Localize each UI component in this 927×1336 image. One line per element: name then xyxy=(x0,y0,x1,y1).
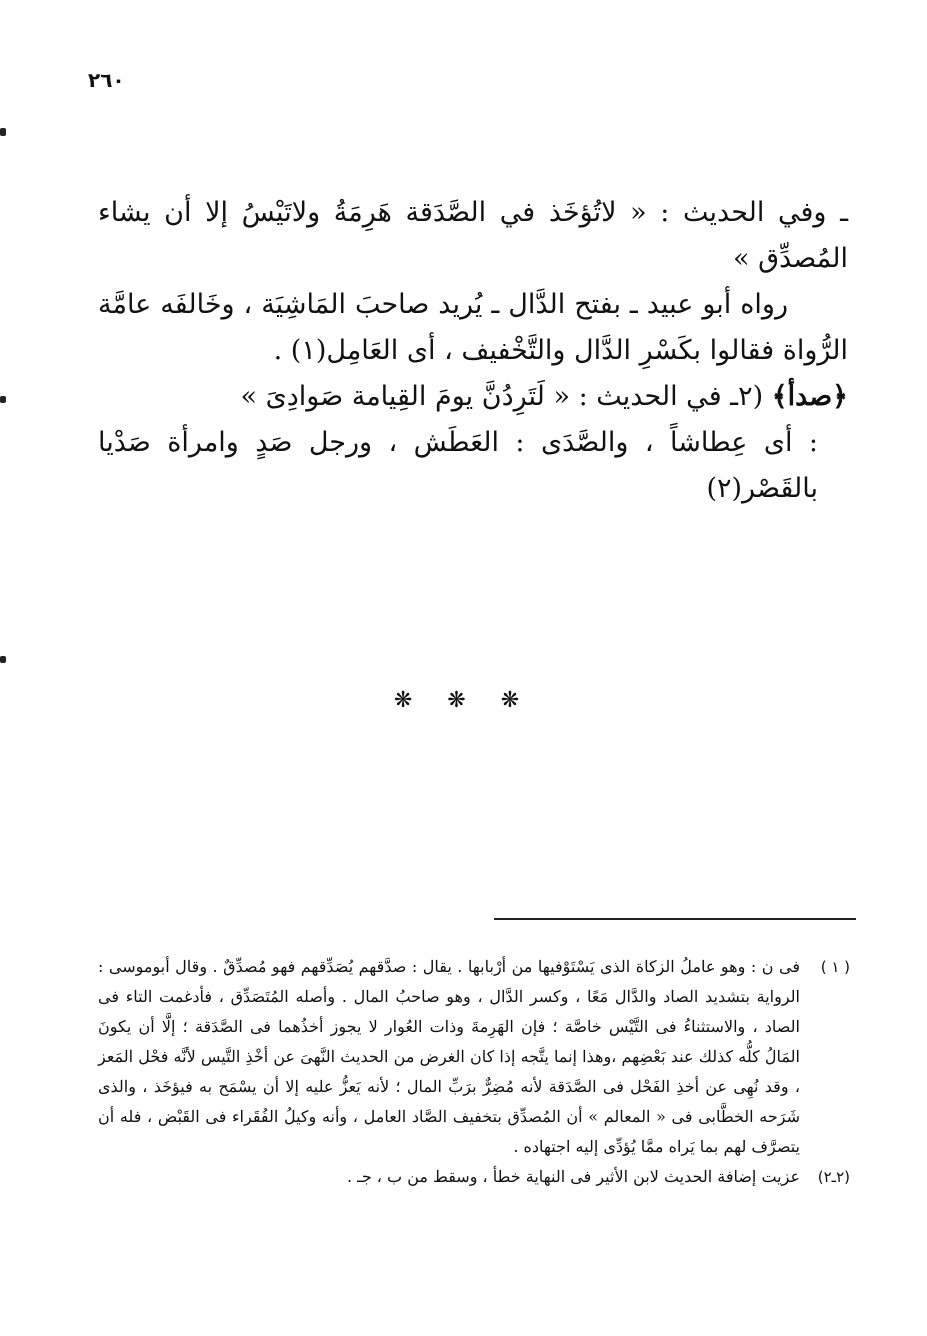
scan-edge-mark xyxy=(0,396,6,403)
footnote-text: عزيت إضافة الحديث لابن الأثير فى النهاية خطأ ، وسقط من ب ، جـ . xyxy=(346,1167,800,1186)
commentary-paragraph-1: رواه أبو عبيد ـ بفتح الدَّال ـ يُريد صاحبَ المَاشِيَة ، وخَالفَه عامَّة الرُّواة فقالوا بكَسْرِ الدَّال والتَّخْفيف ، أى العَامِل(١) . xyxy=(98,289,848,366)
footnote-number: ( ١ ) xyxy=(820,958,850,976)
footnote xyxy=(98,1162,850,1192)
entry-marker: ﴿صدأ﴾ xyxy=(771,381,848,412)
scan-edge-mark xyxy=(0,656,6,663)
footnote-number: (٢ـ٢) xyxy=(817,1168,850,1186)
footnote-text: فى ن : وهو عاملُ الزكاة الذى يَسْتَوْفيها من أرْبابها . يقال : صدَّقهم يُصَدِّقهم فهو مُصدِّقٌ . وقال أبوموسى : الرواية بتشديد الصاد والدَّال مَعًا ، وكسر الدَّال ، وهو صاحبُ المال . وأصله المُتَصَدِّق ، فأدغمت التاء فى الصاد ، والاستثناءُ فى التَّيْس خاصَّة ؛ فإن الهَرِمةَ وذات العُوار لا يجوز أخذُهما فى الصَّدَقة ؛ إلَّا أن يكونَ المَالُ كلُّه كذلك عند بَعْضِهم ،وهذا إنما يتَّجه إذا كان الغرض من الحديث النَّهىَ عن أخْذِ التَّيس لأنَّه فحْل المَعز ، وقد نُهِى عن أخذِ الفَحْل فى الصَّدَقة لأنه مُضِرٌّ برَبِّ المال ؛ لأنه يَعزُّ عليه إلا أن يسْمَح به فيؤخَذ ، والذى شَرَحه الخطَّابى فى « المعالم » أن المُصدِّق بتخفيف الصَّاد العامل ، وأنه وكيلُ الفُقَراء فى القَبْض ، فله أن يتصرَّف لهم بما يَراه ممَّا يُؤدِّى إليه اجتهاده . xyxy=(98,957,801,1156)
section-separator: ❋ ❋ ❋ xyxy=(393,688,534,713)
entry-paragraph xyxy=(98,374,848,420)
hadith-paragraph-2: (٢ـ في الحديث : « لَتَرِدُنَّ يومَ القِيامة صَوادِىَ » xyxy=(240,381,764,412)
scan-edge-mark xyxy=(0,128,6,136)
hadith-paragraph-1: ـ وفي الحديث : « لاتُؤخَذ في الصَّدَقة هَرِمَةُ ولاتَيْسُ إلا أن يشاء المُصدِّق » xyxy=(98,197,848,274)
footnotes xyxy=(98,952,850,1192)
main-text xyxy=(98,190,848,512)
footnote xyxy=(98,952,850,1162)
page-number: ٢٦٠ xyxy=(88,68,125,92)
commentary-paragraph-2: : أى عِطاشاً ، والصَّدَى : العَطَش ، ورجل صَدٍ وامرأة صَدْيا بالقَصْر(٢) xyxy=(98,427,818,504)
footnote-rule xyxy=(494,918,856,920)
